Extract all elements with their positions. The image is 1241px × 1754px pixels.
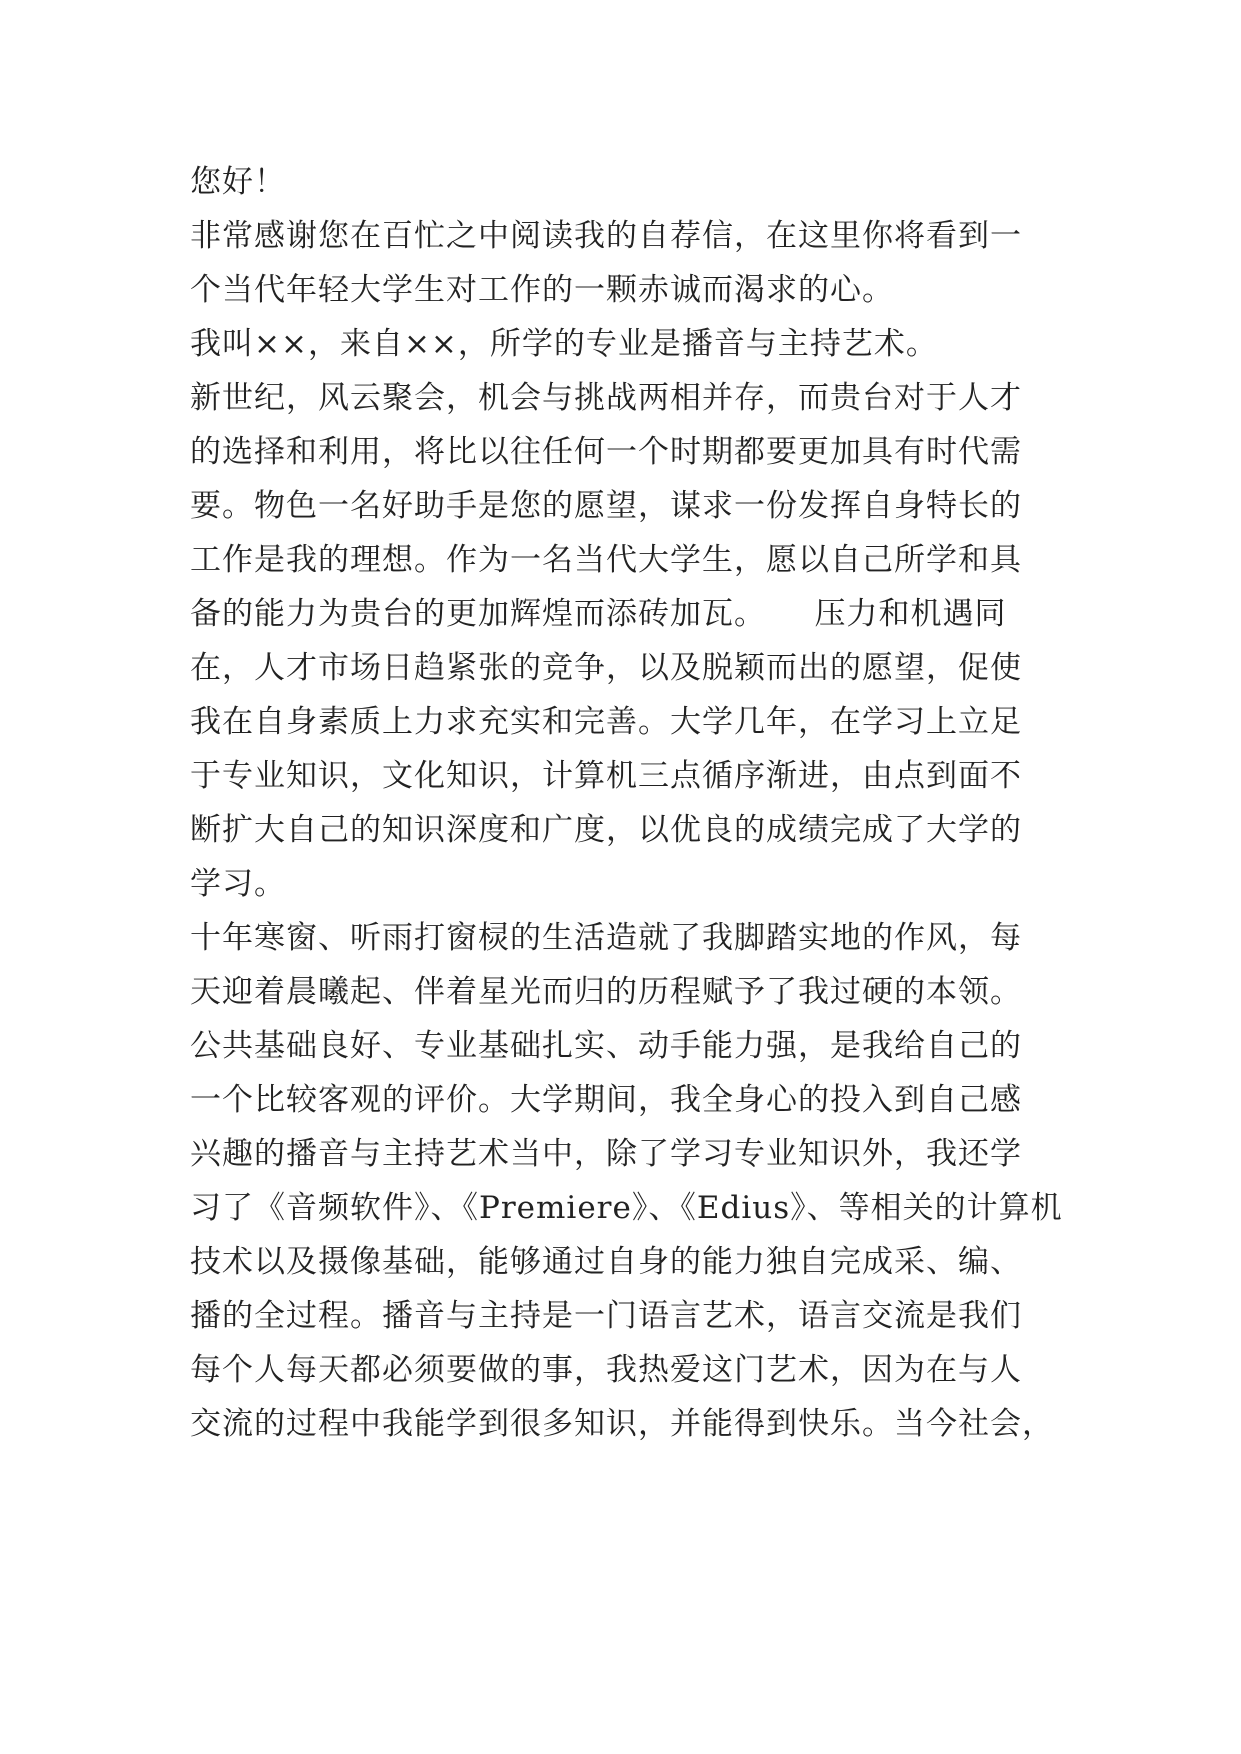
letter-line: 技术以及摄像基础，能够通过自身的能力独自完成采、编、 bbox=[190, 1244, 1022, 1280]
letter-line: 我叫××，来自××，所学的专业是播音与主持艺术。 bbox=[190, 326, 938, 362]
letter-line: 在，人才市场日趋紧张的竞争，以及脱颖而出的愿望，促使 bbox=[190, 650, 1022, 686]
letter-line: 断扩大自己的知识深度和广度，以优良的成绩完成了大学的 bbox=[190, 812, 1022, 848]
letter-line: 的选择和利用，将比以往任何一个时期都要更加具有时代需 bbox=[190, 434, 1022, 470]
letter-line: 备的能力为贵台的更加辉煌而添砖加瓦。 压力和机遇同 bbox=[190, 596, 1007, 632]
letter-line: 播的全过程。播音与主持是一门语言艺术，语言交流是我们 bbox=[190, 1298, 1022, 1334]
letter-line: 新世纪，风云聚会，机会与挑战两相并存，而贵台对于人才 bbox=[190, 380, 1022, 416]
letter-line: 十年寒窗、听雨打窗棂的生活造就了我脚踏实地的作风，每 bbox=[190, 920, 1022, 956]
letter-line: 要。物色一名好助手是您的愿望，谋求一份发挥自身特长的 bbox=[190, 488, 1022, 524]
letter-line: 兴趣的播音与主持艺术当中，除了学习专业知识外，我还学 bbox=[190, 1136, 1022, 1172]
letter-line: 一个比较客观的评价。大学期间，我全身心的投入到自己感 bbox=[190, 1082, 1022, 1118]
letter-line: 天迎着晨曦起、伴着星光而归的历程赋予了我过硬的本领。 bbox=[190, 974, 1022, 1010]
letter-line: 习了《音频软件》、《Premiere》、《Edius》、等相关的计算机 bbox=[190, 1190, 1063, 1226]
letter-body bbox=[190, 155, 1070, 1451]
letter-line: 非常感谢您在百忙之中阅读我的自荐信，在这里你将看到一 bbox=[190, 218, 1022, 254]
letter-line: 工作是我的理想。作为一名当代大学生，愿以自己所学和具 bbox=[190, 542, 1022, 578]
letter-line: 交流的过程中我能学到很多知识，并能得到快乐。当今社会， bbox=[190, 1406, 1054, 1442]
letter-line: 于专业知识，文化知识，计算机三点循序渐进，由点到面不 bbox=[190, 758, 1022, 794]
letter-line: 公共基础良好、专业基础扎实、动手能力强，是我给自己的 bbox=[190, 1028, 1022, 1064]
letter-line: 每个人每天都必须要做的事，我热爱这门艺术，因为在与人 bbox=[190, 1352, 1022, 1388]
letter-line: 您好！ bbox=[190, 164, 286, 200]
letter-line: 我在自身素质上力求充实和完善。大学几年，在学习上立足 bbox=[190, 704, 1022, 740]
letter-line: 学习。 bbox=[190, 866, 286, 902]
letter-line: 个当代年轻大学生对工作的一颗赤诚而渴求的心。 bbox=[190, 272, 894, 308]
